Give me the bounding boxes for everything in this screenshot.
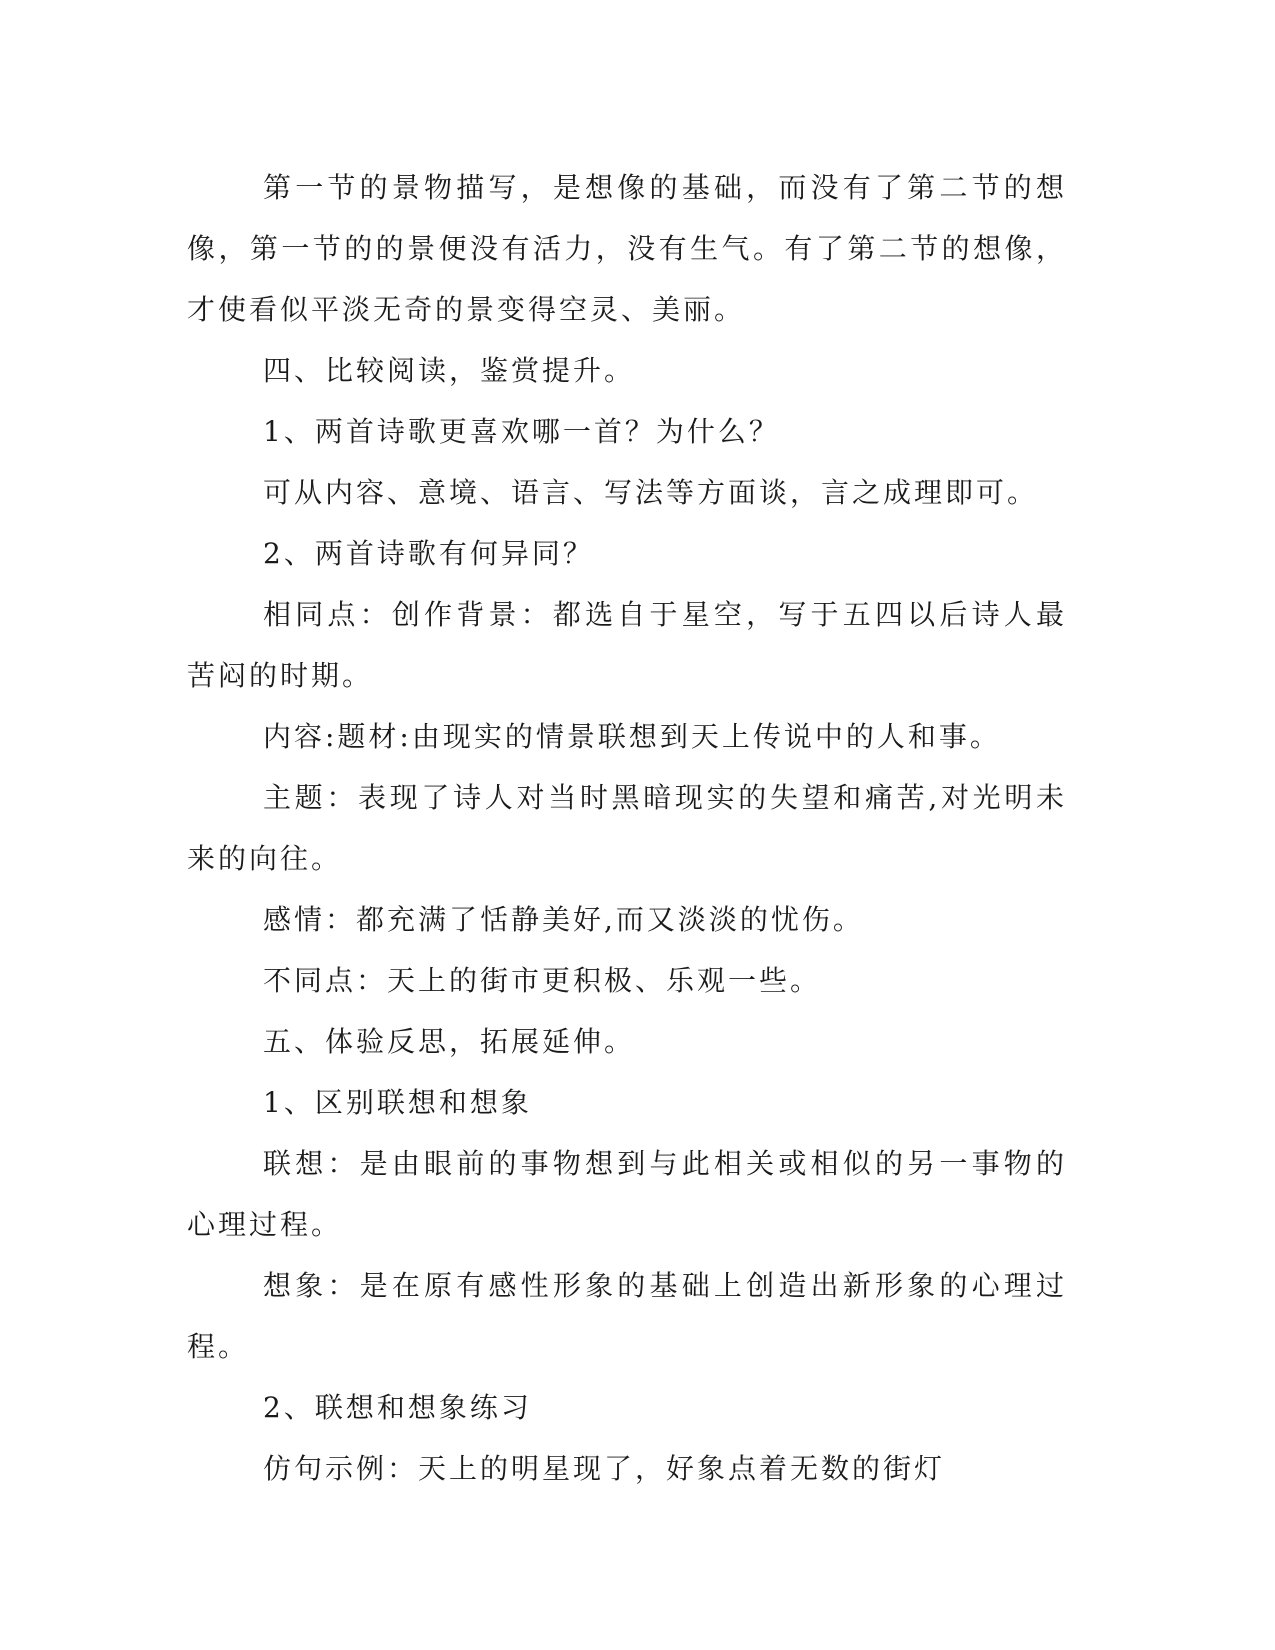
definition-association: 联想：是由眼前的事物想到与此相关或相似的另一事物的心理过程。 (187, 1147, 1067, 1241)
item-two-practice: 2、联想和想象练习 (263, 1391, 532, 1424)
similarity-content: 内容:题材:由现实的情景联想到天上传说中的人和事。 (263, 720, 1001, 753)
similarity-emotion: 感情：都充满了恬静美好,而又淡淡的忧伤。 (263, 903, 864, 936)
item-one-distinguish: 1、区别联想和想象 (263, 1086, 532, 1119)
similarity-theme: 主题：表现了诗人对当时黑暗现实的失望和痛苦,对光明未来的向往。 (187, 781, 1067, 875)
example-sentence: 仿句示例：天上的明星现了，好象点着无数的街灯 (263, 1452, 946, 1485)
question-one-preference: 1、两首诗歌更喜欢哪一首？为什么？ (263, 415, 780, 448)
definition-imagination: 想象：是在原有感性形象的基础上创造出新形象的心理过程。 (187, 1269, 1067, 1363)
answer-one: 可从内容、意境、语言、写法等方面谈，言之成理即可。 (263, 476, 1039, 509)
heading-section-four: 四、比较阅读，鉴赏提升。 (263, 354, 636, 387)
question-two-similarities: 2、两首诗歌有何异同？ (263, 537, 594, 570)
similarity-background: 相同点：创作背景：都选自于星空，写于五四以后诗人最苦闷的时期。 (187, 598, 1067, 692)
paragraph-stanza-analysis: 第一节的景物描写，是想像的基础，而没有了第二节的想像，第一节的的景便没有活力，没有生气。有了第二节的想像，才使看似平淡无奇的景变得空灵、美丽。 (187, 171, 1067, 326)
heading-section-five: 五、体验反思，拓展延伸。 (263, 1025, 636, 1058)
difference: 不同点：天上的街市更积极、乐观一些。 (263, 964, 822, 997)
document-body (187, 157, 1067, 1499)
